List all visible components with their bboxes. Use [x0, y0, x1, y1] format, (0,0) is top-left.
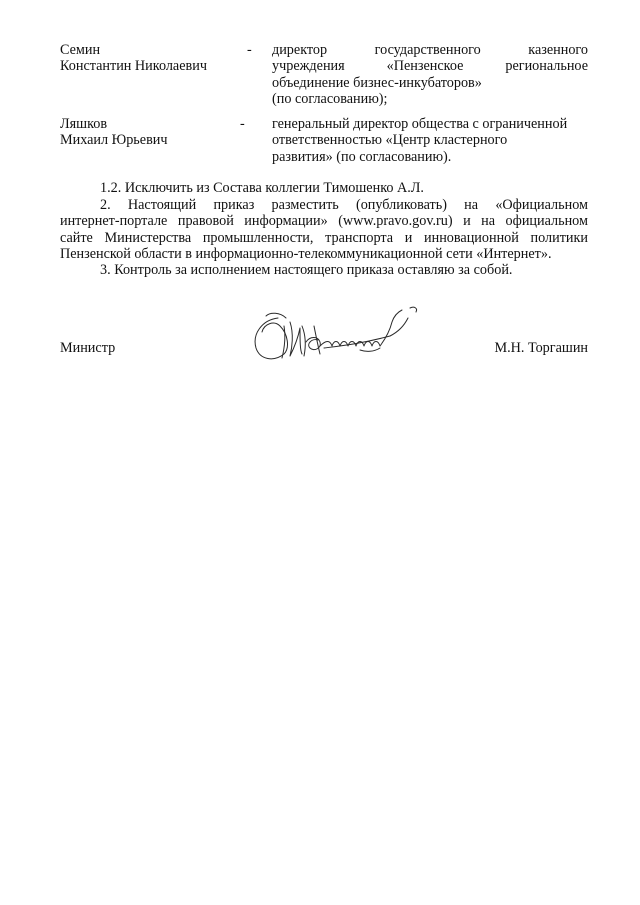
- signatory-position: Министр: [60, 340, 116, 356]
- member-entry: [60, 42, 590, 112]
- role-line: учреждения «Пензенское региональное: [272, 58, 588, 75]
- member-entry: [60, 116, 590, 168]
- paragraph-line: сайте Министерства промышленности, транспорта и инновационной политики: [60, 229, 588, 246]
- paragraph-line: 3. Контроль за исполнением настоящего приказа оставляю за собой.: [100, 262, 513, 278]
- member-given-names: Константин Николаевич: [60, 58, 207, 75]
- paragraph-control: [60, 262, 588, 278]
- paragraph-line: интернет-портале правовой информации» (www.pravo.gov.ru) и на официальном: [60, 213, 588, 230]
- paragraph-exclude: [60, 180, 588, 196]
- member-surname: Ляшков: [60, 116, 108, 132]
- role-line: ответственностью «Центр кластерного: [272, 132, 508, 149]
- handwritten-signature: [240, 296, 430, 376]
- member-surname: Семин: [60, 42, 101, 58]
- paragraph-line: 2. Настоящий приказ разместить (опубликовать) на «Официальном: [100, 197, 588, 213]
- paragraph-publication: [60, 197, 588, 263]
- paragraph-line: Пензенской области в информационно-телекоммуникационной сети «Интернет».: [60, 246, 552, 263]
- role-line: директор государственного казенного: [272, 42, 588, 58]
- role-line: объединение бизнес-инкубаторов»: [272, 74, 482, 91]
- member-dash: -: [240, 116, 245, 132]
- member-role: [272, 116, 588, 165]
- member-given-names: Михаил Юрьевич: [60, 132, 168, 149]
- signatory-name: М.Н. Торгашин: [494, 340, 588, 356]
- role-line: генеральный директор общества с ограниченной: [272, 116, 568, 132]
- member-dash: -: [247, 42, 252, 58]
- member-name: [60, 116, 240, 149]
- member-name: [60, 42, 240, 75]
- member-role: [272, 42, 588, 108]
- role-line: (по согласованию);: [272, 91, 388, 108]
- role-line: развития» (по согласованию).: [272, 148, 452, 165]
- signature-row: [60, 340, 588, 360]
- paragraph-line: 1.2. Исключить из Состава коллегии Тимошенко А.Л.: [100, 180, 424, 196]
